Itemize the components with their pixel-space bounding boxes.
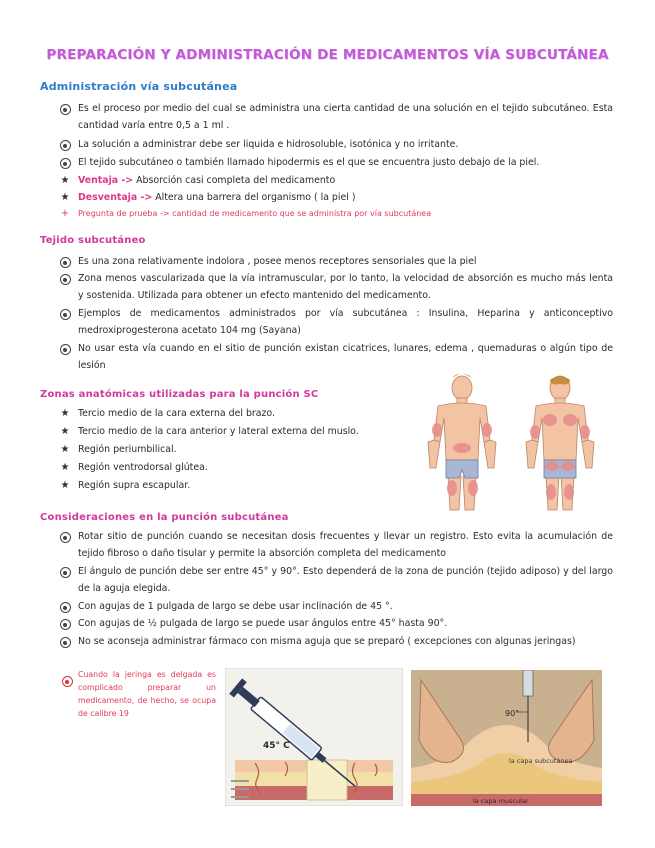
section-heading-tejido: Tejido subcutáneo bbox=[40, 235, 146, 246]
list-item: El ángulo de punción debe ser entre 45° y 90°. Esto dependerá de la zona de punción (tejido adiposo) y del largo de la aguja elegida. bbox=[58, 564, 613, 598]
list-item: Zona menos vascularizada que la vía intramuscular, por lo tanto, la velocidad de absorción es mucho más lenta y sostenida. Utilizada para obtener un efecto mantenido del medicamento. bbox=[58, 271, 613, 305]
flower-bullet-icon bbox=[58, 306, 72, 324]
star-icon: ★ bbox=[60, 408, 70, 419]
star-icon: ★ bbox=[60, 480, 70, 491]
star-icon: ★ bbox=[60, 175, 70, 186]
pinch-90-degree-illustration bbox=[411, 670, 602, 806]
flower-bullet-icon bbox=[58, 254, 72, 272]
section-heading-consideraciones: Consideraciones en la punción subcutánea bbox=[40, 512, 289, 523]
list-item: Ejemplos de medicamentos administrados por vía subcutánea : Insulina, Heparina y anticonceptivo medroxiprogesterona acetato 104 mg (Sayana) bbox=[58, 306, 613, 340]
flower-bullet-icon bbox=[58, 634, 72, 652]
page-title: PREPARACIÓN Y ADMINISTRACIÓN DE MEDICAMENTOS VÍA SUBCUTÁNEA bbox=[46, 47, 609, 63]
flower-bullet-icon bbox=[58, 155, 72, 173]
star-icon: ★ bbox=[60, 444, 70, 455]
layer-subcutanea-label: la capa subcutánea bbox=[509, 757, 573, 765]
flower-bullet-icon bbox=[58, 271, 72, 289]
ventaja-text: Absorción casi completa del medicamento bbox=[136, 175, 336, 186]
desventaja-label: Desventaja -> bbox=[78, 192, 153, 203]
list-item: No se aconseja administrar fármaco con misma aguja que se preparó ( excepciones con algunas jeringas) bbox=[58, 634, 613, 668]
flower-bullet-icon bbox=[58, 101, 72, 119]
syringe-note: Cuando la jeringa es delgada es complicado preparar un medicamento, de hecho, se ocupa de calibre 19 bbox=[78, 670, 216, 718]
star-icon: ★ bbox=[60, 462, 70, 473]
syringe-angle-label: 45° C bbox=[263, 741, 290, 751]
flower-bullet-icon bbox=[58, 529, 72, 547]
list-item: Es el proceso por medio del cual se administra una cierta cantidad de una solución en el tejido subcutáneo. Esta cantidad varía entre 0,5 a 1 ml . bbox=[58, 101, 613, 135]
flower-bullet-icon bbox=[58, 564, 72, 582]
desventaja-text: Altera una barrera del organismo ( la piel ) bbox=[155, 192, 356, 203]
flower-bullet-icon bbox=[58, 137, 72, 155]
flower-bullet-icon bbox=[58, 599, 72, 617]
list-item: Rotar sitio de punción cuando se necesitan dosis frecuentes y llevar un registro. Esto evita la acumulación de tejido fibroso o daño tisular y permite la absorción completa del medicamento bbox=[58, 529, 613, 563]
flower-bullet-icon bbox=[58, 341, 72, 359]
section-heading-zonas: Zonas anatómicas utilizadas para la punción SC bbox=[40, 389, 319, 400]
finger-angle-label: 90° bbox=[505, 709, 520, 718]
star-icon: ★ bbox=[60, 426, 70, 437]
flower-bullet-icon bbox=[60, 669, 74, 688]
ventaja-label: Ventaja -> bbox=[78, 175, 134, 186]
flower-bullet-icon bbox=[58, 616, 72, 634]
body-injection-sites-illustration bbox=[410, 370, 615, 515]
star-icon: ★ bbox=[60, 192, 70, 203]
list-item: No usar esta vía cuando en el sitio de punción existan cicatrices, lunares, edema , quemaduras o algún tipo de lesión bbox=[58, 341, 613, 375]
layer-muscular-label: la capa muscular bbox=[473, 797, 529, 805]
syringe-45-degree-illustration bbox=[225, 668, 403, 806]
plus-icon: + bbox=[60, 208, 70, 219]
section-heading-admin: Administración vía subcutánea bbox=[40, 80, 238, 93]
